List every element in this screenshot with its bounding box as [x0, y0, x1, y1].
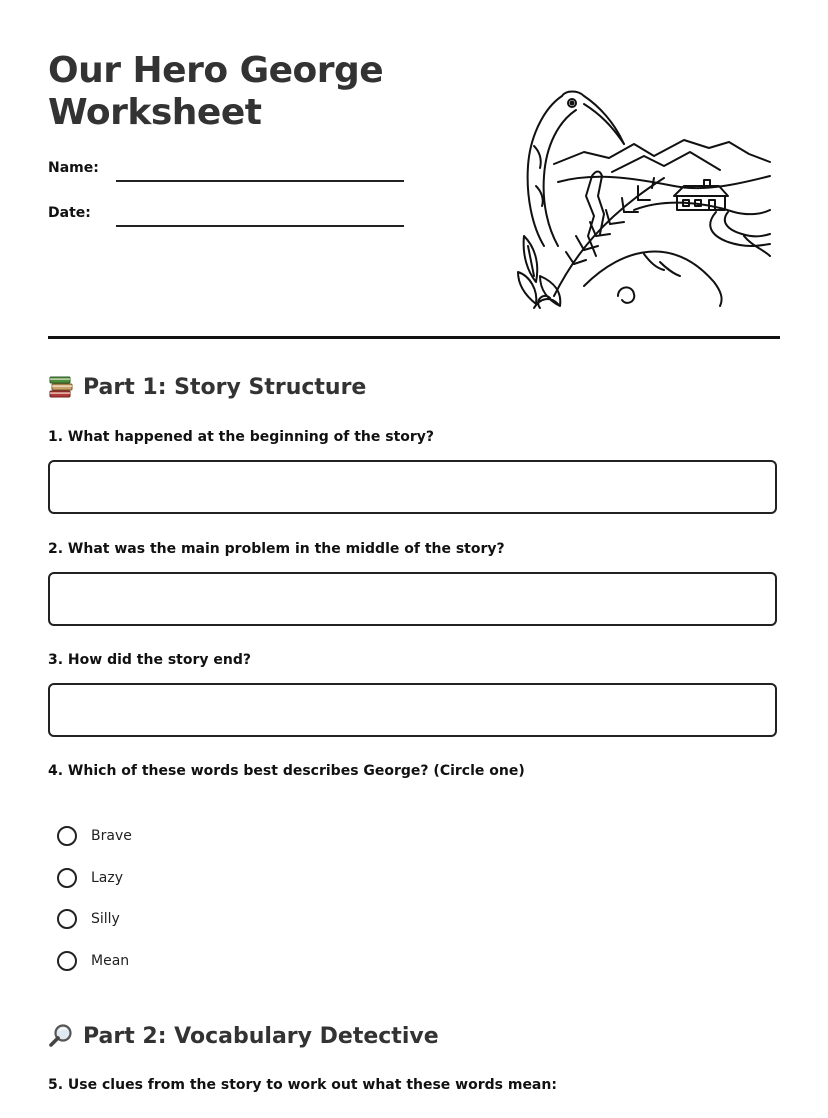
part1-title: Part 1: Story Structure	[83, 374, 367, 400]
question-3: 3. How did the story end?	[48, 652, 251, 668]
radio-circle[interactable]	[57, 909, 77, 929]
question-4: 4. Which of these words best describes George? (Circle one)	[48, 763, 525, 779]
option-label: Brave	[91, 828, 132, 844]
option-label: Lazy	[91, 870, 124, 886]
answer-box-3[interactable]	[48, 683, 777, 737]
option-silly[interactable]	[57, 909, 120, 929]
page-title: Our Hero George Worksheet	[48, 50, 384, 133]
radio-circle[interactable]	[57, 868, 77, 888]
part2-heading	[48, 1023, 439, 1049]
books-icon	[48, 374, 74, 400]
name-label: Name:	[48, 160, 99, 176]
option-mean[interactable]	[57, 951, 129, 971]
bird-landscape-illustration	[514, 86, 776, 312]
option-label: Silly	[91, 911, 120, 927]
name-line[interactable]	[116, 180, 404, 182]
radio-circle[interactable]	[57, 826, 77, 846]
part2-title: Part 2: Vocabulary Detective	[83, 1023, 439, 1049]
option-lazy[interactable]	[57, 868, 123, 888]
question-5: 5. Use clues from the story to work out what these words mean:	[48, 1077, 557, 1093]
date-label: Date:	[48, 205, 91, 221]
question-1: 1. What happened at the beginning of the story?	[48, 429, 435, 445]
option-brave[interactable]	[57, 826, 132, 846]
option-label: Mean	[91, 953, 130, 969]
question-2: 2. What was the main problem in the middle of the story?	[48, 541, 505, 557]
answer-box-1[interactable]	[48, 460, 777, 514]
magnifying-glass-icon	[48, 1023, 74, 1049]
answer-box-2[interactable]	[48, 572, 777, 626]
date-line[interactable]	[116, 225, 404, 227]
part1-heading	[48, 374, 366, 400]
radio-circle[interactable]	[57, 951, 77, 971]
header-divider	[48, 336, 780, 339]
